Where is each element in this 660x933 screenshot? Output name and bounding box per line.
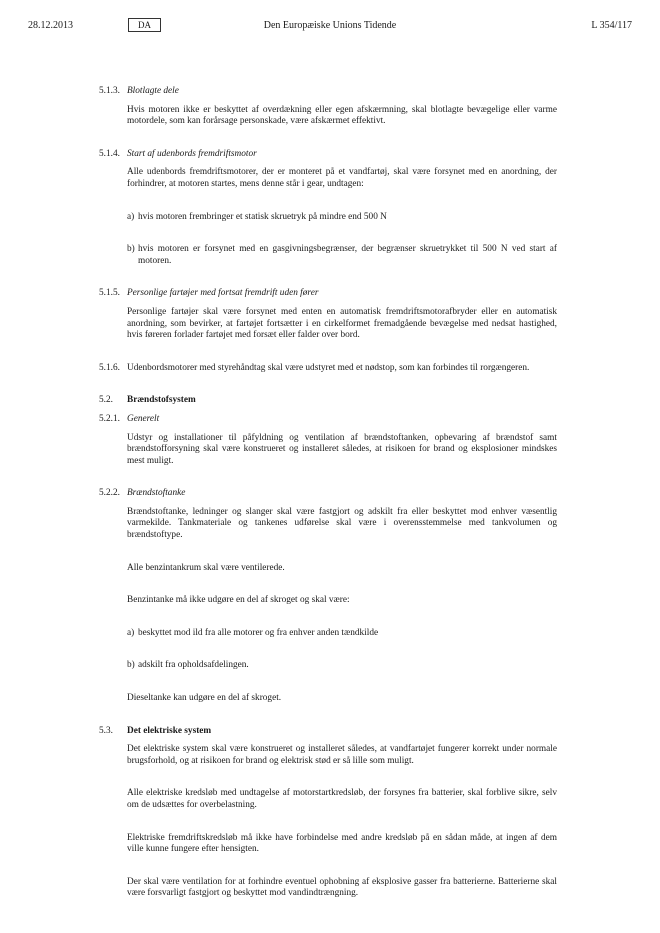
section-number: 5.1.3. bbox=[99, 86, 120, 96]
list-label: b) bbox=[127, 660, 135, 671]
paragraph: Der skal være ventilation for at forhindre eventuel ophobning af eksplosive gasser fra batterierne. Batterierne skal være forsvarligt fastgjort og beskyttet mod vandindtrængning. bbox=[127, 876, 557, 899]
list-text: hvis motoren er forsynet med en gasgivningsbegrænser, der begrænser skruetrykket til 500 N ved start af motoren. bbox=[138, 244, 557, 266]
section-text: Udenbordsmotorer med styrehåndtag skal være udstyret med et nødstop, som kan forbindes til rorgængeren. bbox=[127, 362, 530, 373]
paragraph: Benzintanke må ikke udgøre en del af skroget og skal være: bbox=[127, 595, 350, 606]
journal-title: Den Europæiske Unions Tidende bbox=[263, 20, 397, 31]
language-badge: DA bbox=[128, 18, 161, 32]
section-title: Blotlagte dele bbox=[127, 86, 179, 96]
section-5-1-3-heading bbox=[99, 86, 557, 98]
section-5-1-4-heading bbox=[99, 149, 557, 161]
section-5-1-5-heading bbox=[99, 288, 557, 300]
page-header bbox=[28, 20, 632, 34]
publication-date: 28.12.2013 bbox=[28, 20, 73, 31]
section-number: 5.1.4. bbox=[99, 148, 120, 159]
section-title: Generelt bbox=[127, 413, 160, 424]
paragraph: Det elektriske system skal være konstrueret og installeret således, at vandfartøjet fungerer korrekt under normale brugsforhold, og at risikoen for brand og elektrisk stød er så lille som muligt. bbox=[127, 744, 557, 766]
section-number: 5.2.1. bbox=[99, 413, 120, 424]
page-reference: L 354/117 bbox=[591, 20, 632, 31]
section-5-1-6 bbox=[99, 363, 557, 375]
paragraph: Hvis motoren ikke er beskyttet af overdækning eller egen afskærmning, skal blotlagte bevægelige eller varme motordele, som kan forårsage personskade, være afskærmet effektivt. bbox=[127, 104, 557, 127]
list-text: adskilt fra opholdsafdelingen. bbox=[138, 660, 249, 671]
section-number: 5.1.6. bbox=[99, 362, 120, 373]
section-number: 5.3. bbox=[99, 725, 113, 736]
list-item bbox=[127, 628, 557, 640]
list-item bbox=[127, 660, 557, 672]
section-title: Brændstofsystem bbox=[127, 395, 196, 406]
section-title: Det elektriske system bbox=[127, 725, 212, 736]
list-item bbox=[127, 244, 557, 267]
paragraph: Personlige fartøjer skal være forsynet med enten en automatisk fremdriftsmotorafbryder eller en automatisk anordning, som bevirker, at fartøjet fortsætter i en cirkelformet fremadgående bevægelse med nedsat hastighed, hvis føreren forlader fartøjet med forsæt eller falder over bord. bbox=[127, 306, 557, 341]
section-number: 5.2. bbox=[99, 395, 113, 406]
list-text: beskyttet mod ild fra alle motorer og fra enhver anden tændkilde bbox=[138, 627, 379, 638]
paragraph: Udstyr og installationer til påfyldning og ventilation af brændstoftanken, opbevaring af brændstof samt brændstofforsyning skal være konstrueret og installeret således, at risikoen for brand og eksplosioner mindskes mest muligt. bbox=[127, 432, 557, 466]
section-5-2-1-heading bbox=[99, 414, 557, 426]
list-item bbox=[127, 212, 557, 224]
paragraph: Dieseltanke kan udgøre en del af skroget. bbox=[127, 693, 282, 704]
section-title: Brændstoftanke bbox=[127, 488, 186, 499]
section-number: 5.1.5. bbox=[99, 288, 120, 299]
paragraph: Alle elektriske kredsløb med undtagelse af motorstartkredsløb, der forsynes fra batterier, skal forblive sikre, selv om de udsættes for overbelastning. bbox=[127, 788, 557, 810]
section-title: Start af udenbords fremdriftsmotor bbox=[127, 148, 257, 159]
section-5-2-heading bbox=[99, 395, 557, 407]
paragraph: Elektriske fremdriftskredsløb må ikke have forbindelse med andre kredsløb på en sådan måde, at ingen af dem ville kunne fungere efter hensigten. bbox=[127, 832, 557, 855]
section-title: Personlige fartøjer med fortsat fremdrift uden fører bbox=[127, 288, 319, 299]
paragraph: Alle benzintankrum skal være ventilerede. bbox=[127, 562, 285, 573]
section-5-2-2-heading bbox=[99, 488, 557, 500]
list-label: a) bbox=[127, 627, 135, 638]
paragraph: Brændstoftanke, ledninger og slanger skal være fastgjort og adskilt fra eller beskyttet mod enhver væsentlig varmekilde. Tankmateriale og tankenes udførelse skal være i overensstemmelse med tankvolumen og brændstoftype. bbox=[127, 506, 557, 541]
list-label: a) bbox=[127, 211, 135, 222]
section-number: 5.2.2. bbox=[99, 488, 120, 499]
paragraph: Alle udenbords fremdriftsmotorer, der er monteret på et vandfartøj, skal være forsynet med en anordning, der forhindrer, at motoren startes, mens denne står i gear, undtagen: bbox=[127, 167, 557, 189]
list-text: hvis motoren frembringer et statisk skruetryk på mindre end 500 N bbox=[138, 211, 387, 222]
document-body bbox=[99, 86, 557, 900]
section-5-3-heading bbox=[99, 726, 557, 738]
list-label: b) bbox=[127, 244, 135, 255]
